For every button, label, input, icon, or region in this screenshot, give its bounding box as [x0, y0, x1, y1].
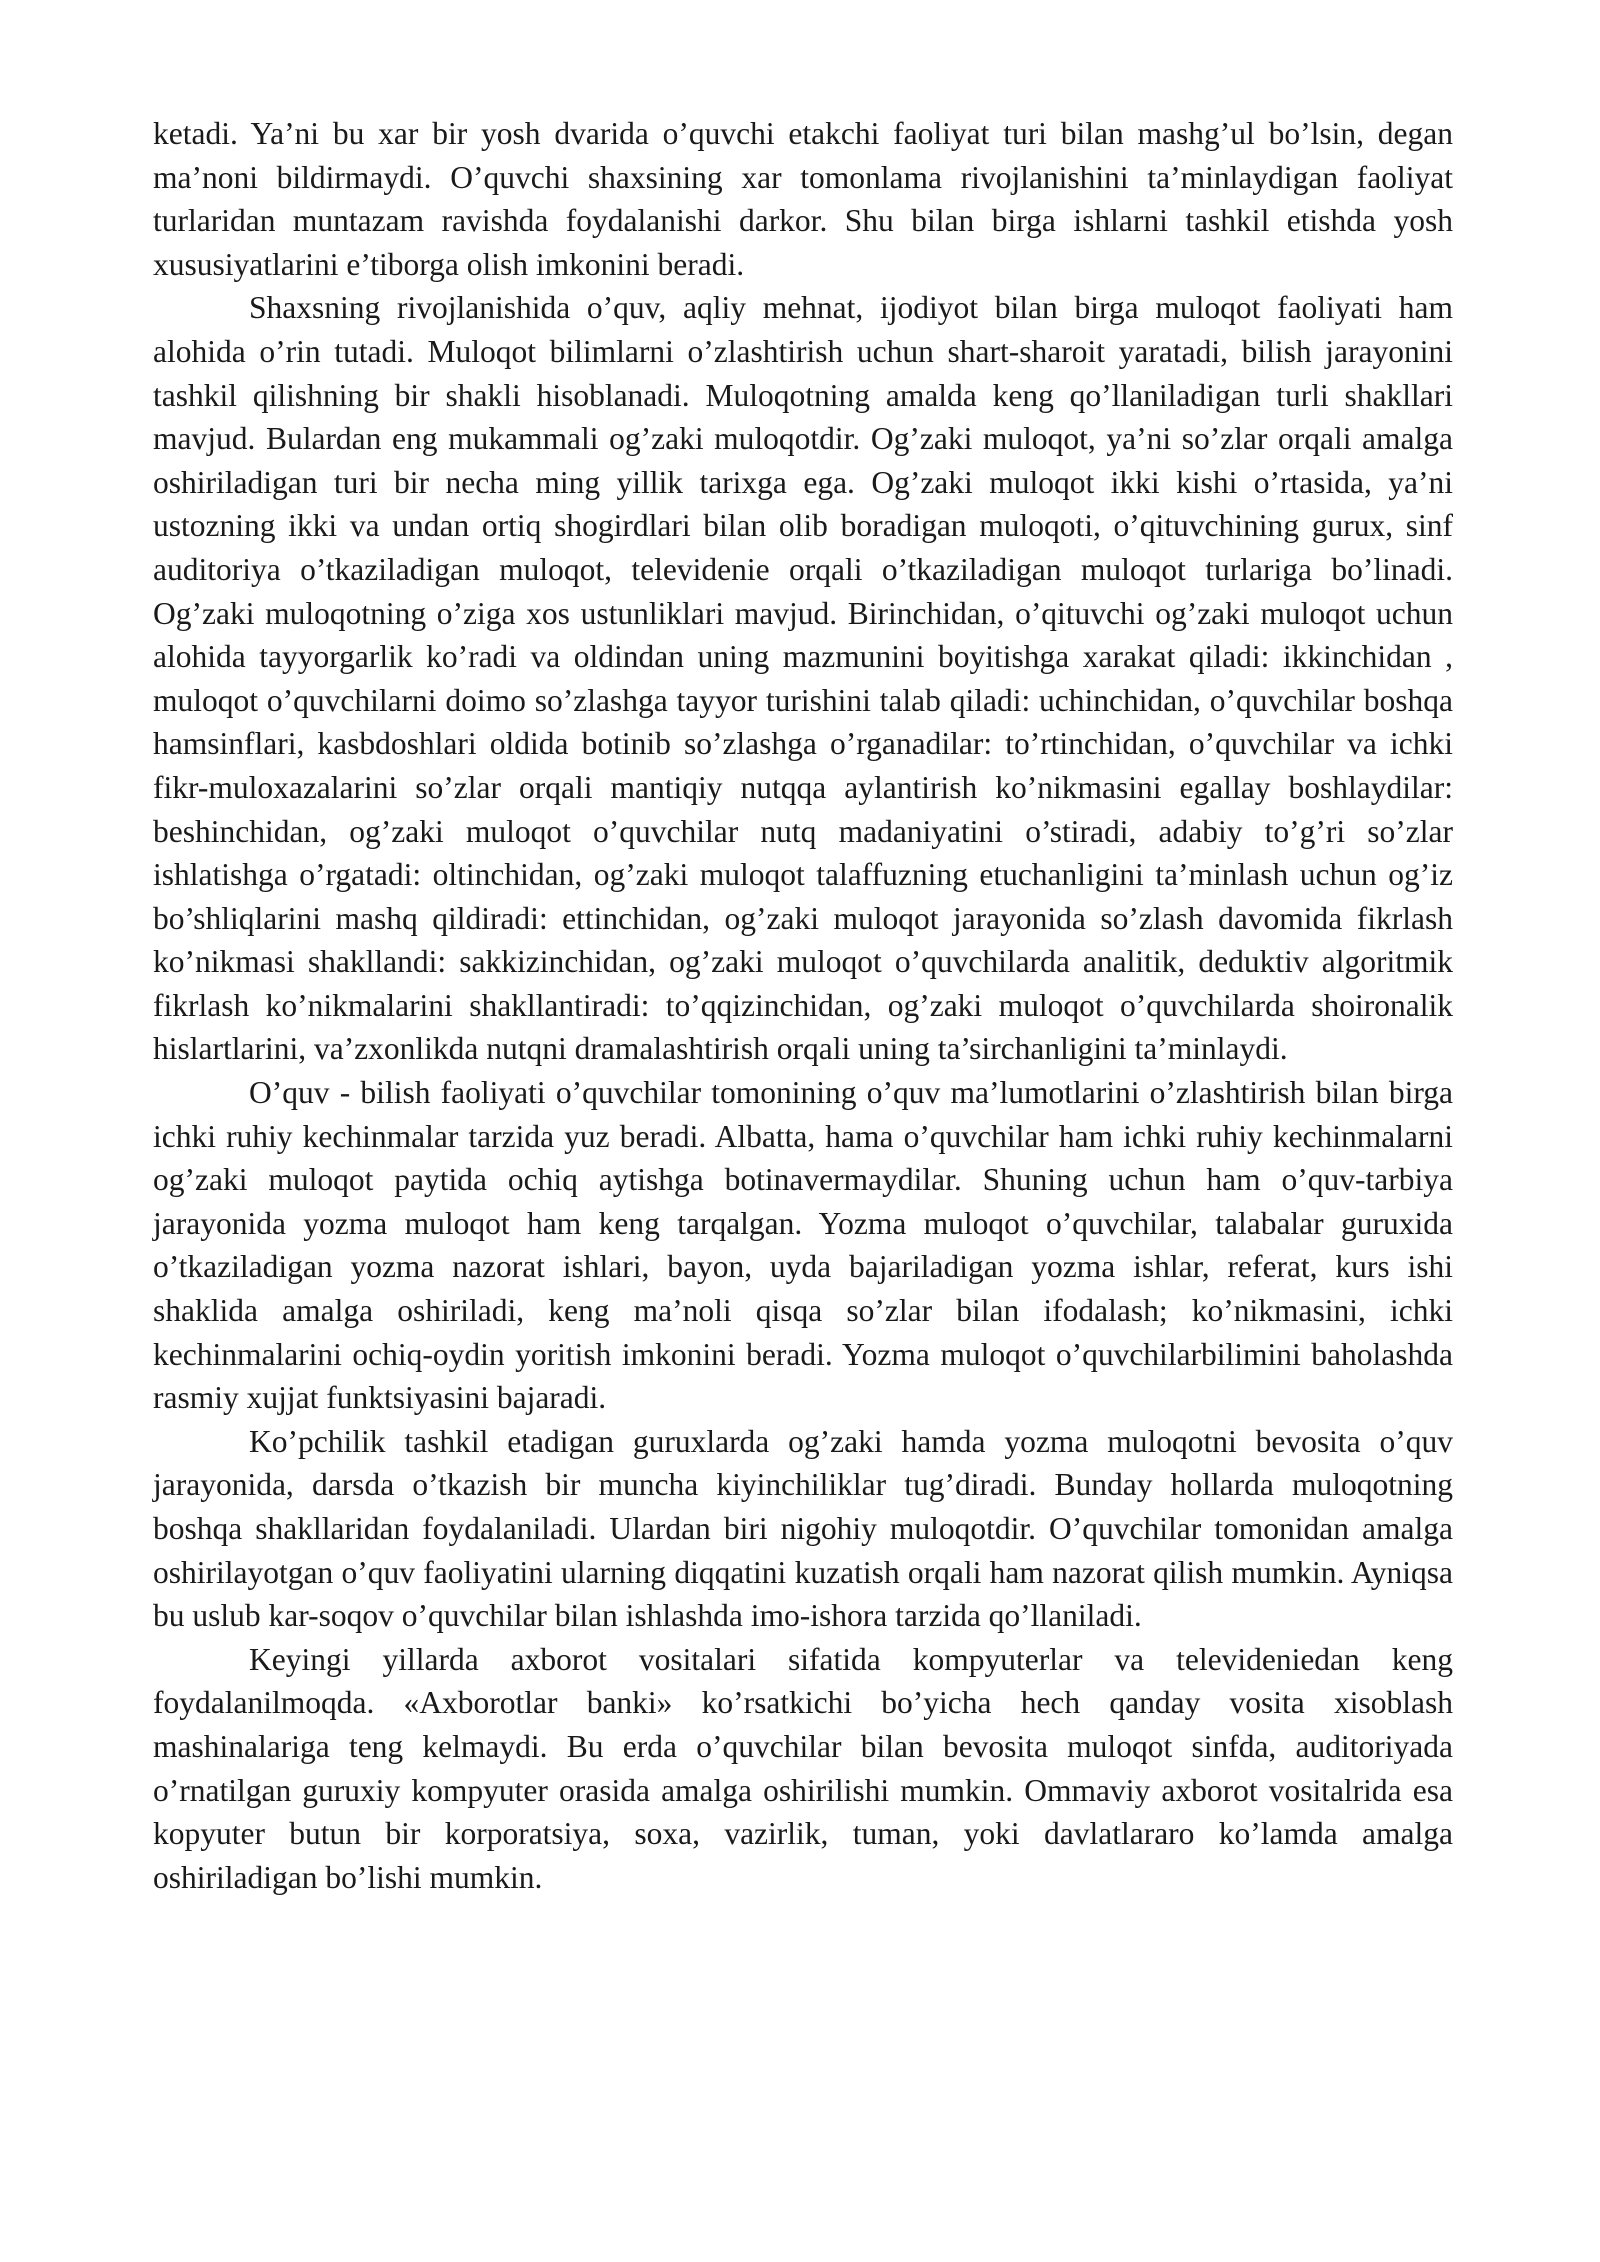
paragraph-visual-communication: Ko’pchilik tashkil etadigan guruxlarda og’zaki hamda yozma muloqotni bevosita o’quv jarayonida, darsda o’tkazish bir muncha kiyinchiliklar tug’diradi. Bunday hollarda muloqotning boshqa shakllaridan foydalaniladi. Ulardan biri nigohiy muloqotdir. O’quvchilar tomonidan amalga oshirilayotgan o’quv faoliyatini ularning diqqatini kuzatish orqali ham nazorat qilish mumkin. Ayniqsa bu uslub kar-soqov o’quvchilar bilan ishlashda imo-ishora tarzida qo’llaniladi.: [153, 1423, 1453, 1634]
paragraph-computers: Keyingi yillarda axborot vositalari sifatida kompyuterlar va televideniedan keng foydalanilmoqda. «Axborotlar banki» ko’rsatkichi bo’yicha hech qanday vosita xisoblash mashinalariga teng kelmaydi. Bu erda o’quvchilar bilan bevosita muloqot sinfda, auditoriyada o’rnatilgan guruxiy kompyuter orasida amalga oshirilishi mumkin. Ommaviy axborot vositalrida esa kopyuter butun bir korporatsiya, soxa, vazirlik, tuman, yoki davlatlararo ko’lamda amalga oshiriladigan bo’lishi mumkin.: [153, 1641, 1453, 1895]
paragraph-continuation: ketadi. Ya’ni bu xar bir yosh dvarida o’quvchi etakchi faoliyat turi bilan mashg’ul bo’lsin, degan ma’noni bildirmaydi. O’quvchi shaxsining xar tomonlama rivojlanishini ta’minlaydigan faoliyat turlaridan muntazam ravishda foydalanishi darkor. Shu bilan birga ishlarni tashkil etishda yosh xususiyatlarini e’tiborga olish imkonini beradi.: [153, 116, 1453, 282]
paragraph-written-communication: O’quv - bilish faoliyati o’quvchilar tomonining o’quv ma’lumotlarini o’zlashtirish bilan birga ichki ruhiy kechinmalar tarzida yuz beradi. Albatta, hama o’quvchilar ham ichki ruhiy kechinmalarni og’zaki muloqot paytida ochiq aytishga botinavermaydilar. Shuning uchun ham o’quv-tarbiya jarayonida yozma muloqot ham keng tarqalgan. Yozma muloqot o’quvchilar, talabalar guruxida o’tkaziladigan yozma nazorat ishlari, bayon, uyda bajariladigan yozma ishlar, referat, kurs ishi shaklida amalga oshiriladi, keng ma’noli qisqa so’zlar bilan ifodalash; ko’nikmasini, ichki kechinmalarini ochiq-oydin yoritish imkonini beradi. Yozma muloqot o’quvchilarbilimini baholashda rasmiy xujjat funktsiyasini bajaradi.: [153, 1075, 1453, 1416]
document-page: [153, 112, 1453, 1899]
paragraph-communication: Shaxsning rivojlanishida o’quv, aqliy mehnat, ijodiyot bilan birga muloqot faoliyati ham alohida o’rin tutadi. Muloqot bilimlarni o’zlashtirish uchun shart-sharoit yaratadi, bilish jarayonini tashkil qilishning bir shakli hisoblanadi. Muloqotning amalda keng qo’llaniladigan turli shakllari mavjud. Bulardan eng mukammali og’zaki muloqotdir. Og’zaki muloqot, ya’ni so’zlar orqali amalga oshiriladigan turi bir necha ming yillik tarixga ega. Og’zaki muloqot ikki kishi o’rtasida, ya’ni ustozning ikki va undan ortiq shogirdlari bilan olib boradigan muloqoti, o’qituvchining gurux, sinf auditoriya o’tkaziladigan muloqot, televidenie orqali o’tkaziladigan muloqot turlariga bo’linadi. Og’zaki muloqotning o’ziga xos ustunliklari mavjud. Birinchidan, o’qituvchi og’zaki muloqot uchun alohida tayyorgarlik ko’radi va oldindan uning mazmunini boyitishga xarakat qiladi: ikkinchidan , muloqot o’quvchilarni doimo so’zlashga tayyor turishini talab qiladi: uchinchidan, o’quvchilar boshqa hamsinflari, kasbdoshlari oldida botinib so’zlashga o’rganadilar: to’rtinchidan, o’quvchilar va ichki fikr-muloxazalarini so’zlar orqali mantiqiy nutqqa aylantirish ko’nikmasini egallay boshlaydilar: beshinchidan, og’zaki muloqot o’quvchilar nutq madaniyatini o’stiradi, adabiy to’g’ri so’zlar ishlatishga o’rgatadi: oltinchidan, og’zaki muloqot talaffuzning etuchanligini ta’minlash uchun og’iz bo’shliqlarini mashq qildiradi: ettinchidan, og’zaki muloqot jarayonida so’zlash davomida fikrlash ko’nikmasi shakllandi: sakkizinchidan, og’zaki muloqot o’quvchilarda analitik, deduktiv algoritmik fikrlash ko’nikmalarini shakllantiradi: to’qqizinchidan, og’zaki muloqot o’quvchilarda shoironalik hislartlarini, va’zxonlikda nutqni dramalashtirish orqali uning ta’sirchanligini ta’minlaydi.: [153, 290, 1453, 1067]
